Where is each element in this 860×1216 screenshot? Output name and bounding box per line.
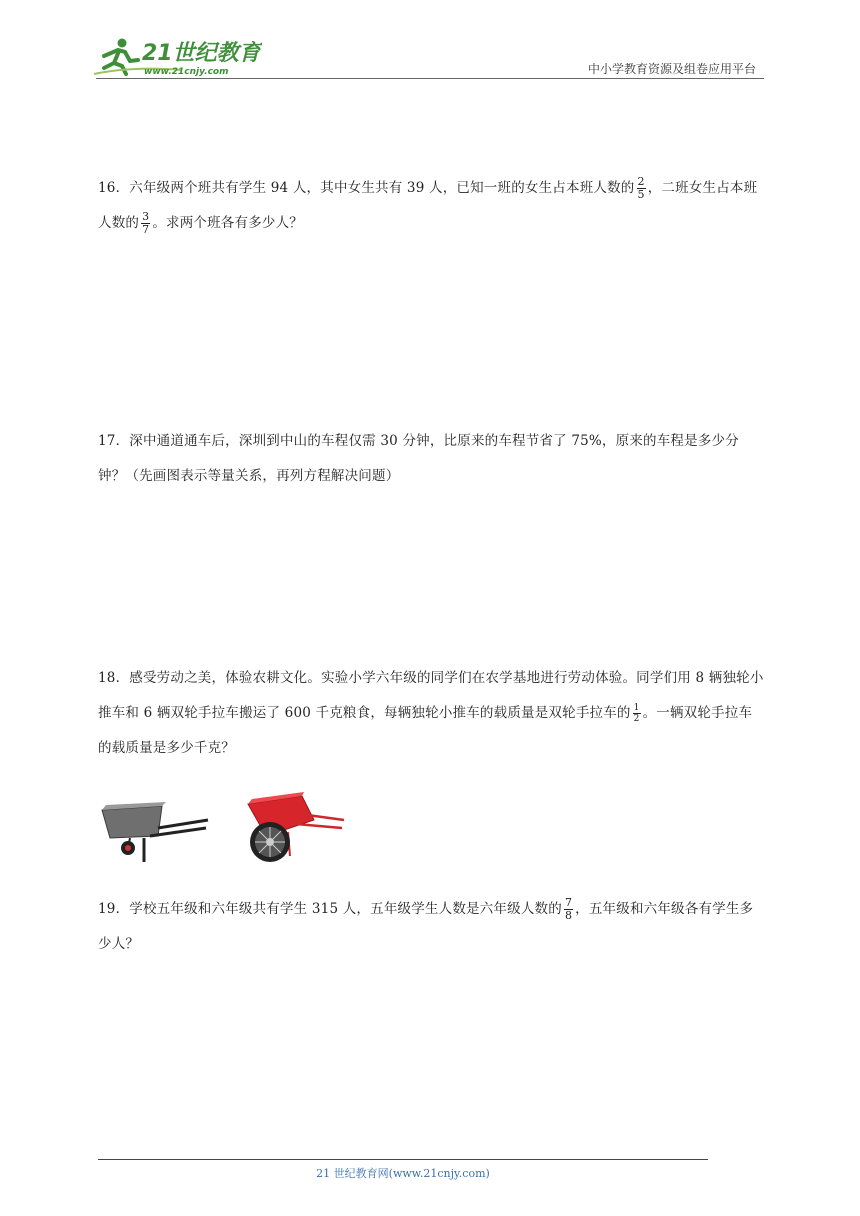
logo-url: www.21cnjy.com [144,67,229,77]
question-18 [98,661,764,766]
site-logo [92,34,262,78]
question-17-text: 17．深中通道通车后，深圳到中山的车程仅需 30 分钟，比原来的车程节省了 75%，原来的车程是多少分钟？（先画图表示等量关系，再列方程解决问题） [98,433,739,484]
question-17 [98,424,764,494]
question-18-text-2: 。一辆双轮手拉车的载质量是多少千克？ [98,705,753,756]
question-19-text-2: ，五年级和六年级各有学生多少人？ [98,901,754,952]
question-16 [98,171,764,241]
footer-link[interactable]: 21 世纪教育网(www.21cnjy.com) [316,1167,490,1180]
header-divider [96,78,764,79]
question-16-text-1: 16．六年级两个班共有学生 94 人，其中女生共有 39 人，已知一班的女生占本班人数的 [98,180,635,196]
logo-text: 21世纪教育 [142,41,261,66]
fraction-3-7: $\frac{3}{7}$ [142,210,150,236]
handcart-image [244,790,346,868]
fraction-2-5: $\frac{2}{5}$ [637,175,645,201]
footer-divider [98,1159,708,1160]
question-16-text-2: ，二班女生占本班人数的 [98,180,758,231]
fraction-1-2: $\frac{1}{2}$ [633,703,640,724]
fraction-7-8: $\frac{7}{8}$ [564,896,573,922]
question-19 [98,892,764,962]
wheelbarrow-image [100,798,212,868]
question-16-text-3: 。求两个班各有多少人？ [152,215,304,231]
question-19-text-1: 19．学校五年级和六年级共有学生 315 人，五年级学生人数是六年级人数的 [98,901,562,917]
platform-title: 中小学教育资源及组卷应用平台 [587,62,756,76]
question-18-text-1: 18．感受劳动之美，体验农耕文化。实验小学六年级的同学们在农学基地进行劳动体验。同学们用 8 辆独轮小推车和 6 辆双轮手拉车搬运了 600 千克粮食，每辆独轮小推车的载质量是双轮手拉车的 [98,670,764,721]
